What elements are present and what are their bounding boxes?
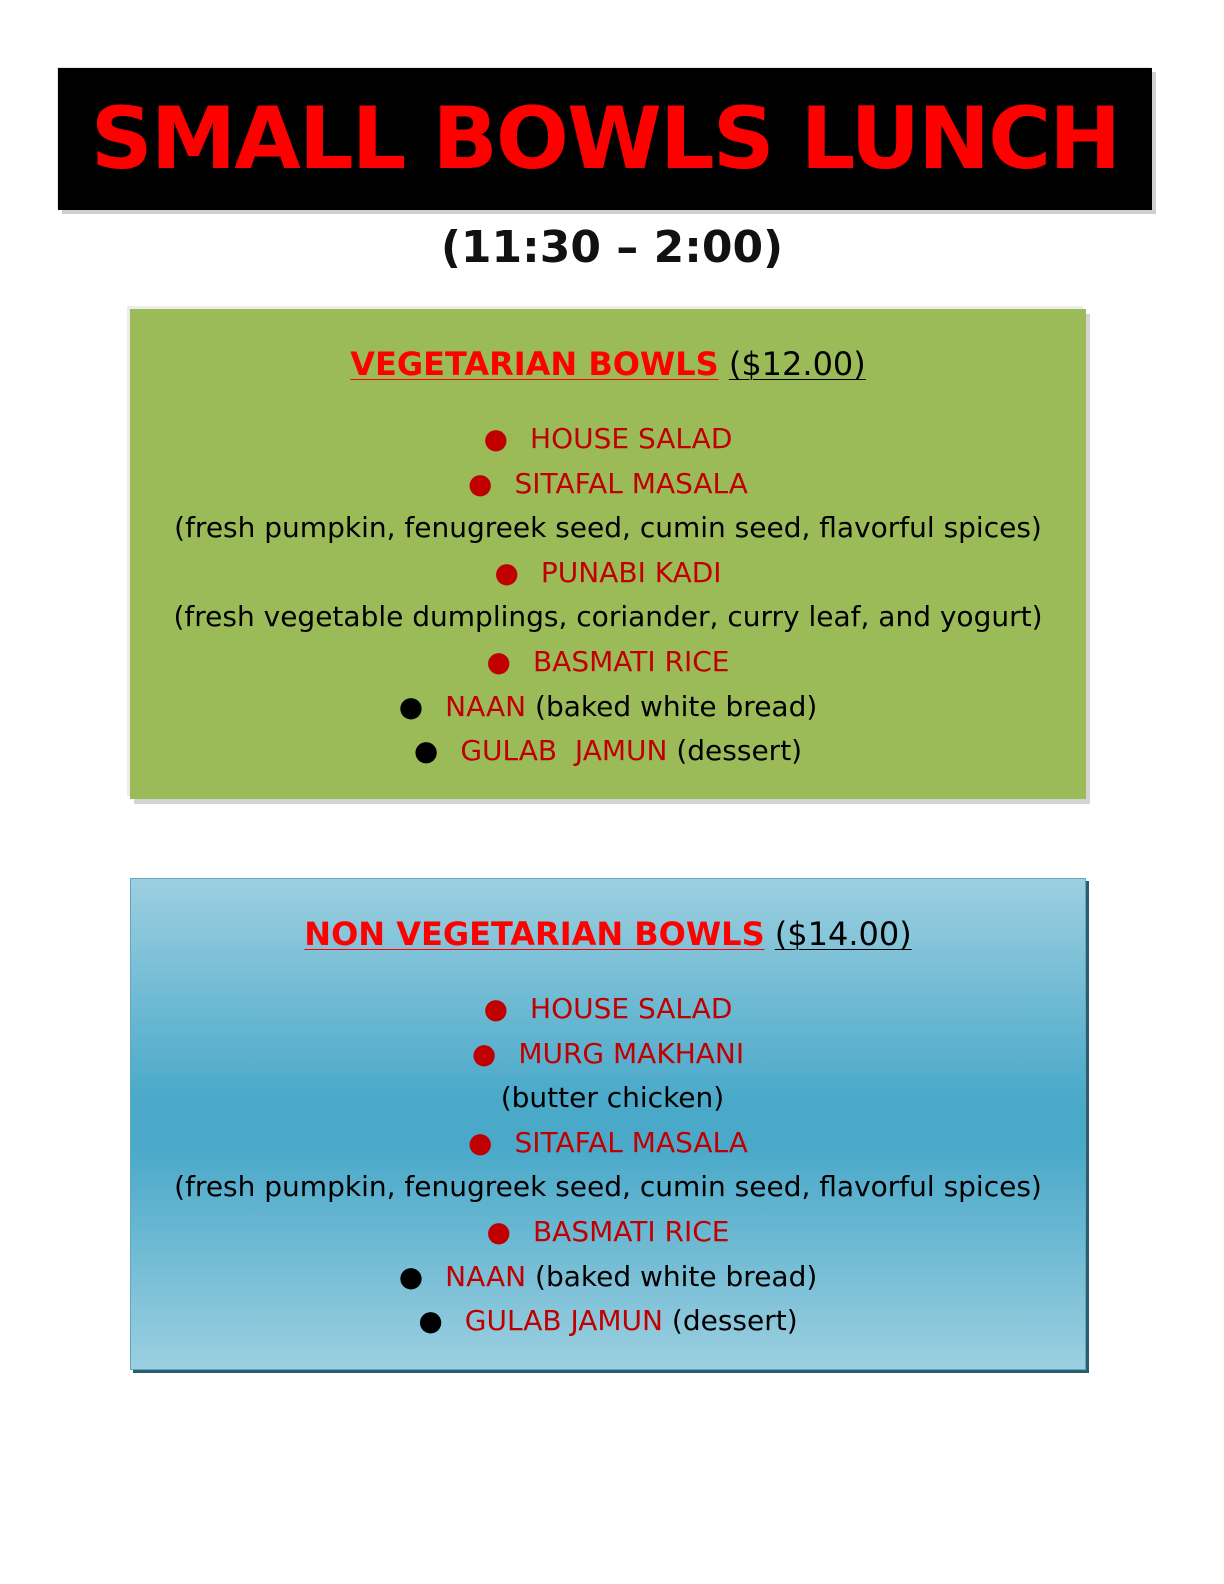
item-description: (fresh pumpkin, fenugreek seed, cumin seed, flavorful spices) xyxy=(174,1170,1042,1204)
bullet-icon: ● xyxy=(398,689,424,723)
item-name: SITAFAL MASALA xyxy=(514,1125,748,1159)
item-name: BASMATI RICE xyxy=(532,644,730,678)
list-item xyxy=(130,417,1086,462)
list-item xyxy=(131,1121,1085,1166)
list-item xyxy=(130,462,1086,507)
item-name: NAAN xyxy=(445,1259,527,1293)
bullet-icon: ● xyxy=(468,1125,493,1159)
lunch-hours: (11:30 – 2:00) xyxy=(440,222,784,273)
item-name: PUNABI KADI xyxy=(540,555,722,589)
item-description: (fresh pumpkin, fenugreek seed, cumin seed, flavorful spices) xyxy=(174,511,1042,545)
vegetarian-heading-name: VEGETARIAN BOWLS xyxy=(350,345,719,383)
list-item xyxy=(131,987,1085,1032)
bullet-icon: ● xyxy=(483,422,509,455)
item-note: (dessert) xyxy=(676,734,803,768)
vegetarian-item-list xyxy=(130,417,1086,774)
item-note: (baked white bread) xyxy=(535,689,818,723)
list-item xyxy=(131,1032,1085,1077)
item-name: SITAFAL MASALA xyxy=(514,466,748,500)
list-item xyxy=(131,1299,1085,1344)
non-vegetarian-price: ($14.00) xyxy=(774,915,912,953)
menu-title: SMALL BOWLS LUNCH xyxy=(90,89,1120,189)
item-note: (dessert) xyxy=(671,1304,798,1338)
item-name: GULAB JAMUN xyxy=(460,734,668,768)
item-name: HOUSE SALAD xyxy=(530,422,733,455)
non-vegetarian-item-list xyxy=(131,987,1085,1344)
bullet-icon: ● xyxy=(471,1036,497,1070)
item-description: (fresh vegetable dumplings, coriander, curry leaf, and yogurt) xyxy=(173,600,1043,634)
vegetarian-heading xyxy=(130,309,1086,387)
bullet-icon: ● xyxy=(483,992,509,1025)
item-note: (baked white bread) xyxy=(535,1259,818,1293)
item-name: HOUSE SALAD xyxy=(530,992,733,1025)
bullet-icon: ● xyxy=(413,734,439,768)
bullet-icon: ● xyxy=(486,644,511,678)
bullet-icon: ● xyxy=(494,555,519,589)
list-item xyxy=(130,729,1086,774)
item-name: BASMATI RICE xyxy=(532,1214,730,1248)
list-item xyxy=(131,1210,1085,1255)
list-item xyxy=(131,1255,1085,1300)
list-item xyxy=(130,551,1086,596)
non-vegetarian-heading-name: NON VEGETARIAN BOWLS xyxy=(304,915,765,953)
non-vegetarian-heading xyxy=(131,879,1085,957)
vegetarian-price: ($12.00) xyxy=(728,345,866,383)
item-description: (butter chicken) xyxy=(491,1081,725,1115)
bullet-icon: ● xyxy=(398,1259,424,1293)
item-name: NAAN xyxy=(445,689,527,723)
list-item xyxy=(130,685,1086,730)
bullet-icon: ● xyxy=(468,466,493,500)
title-banner xyxy=(58,68,1152,210)
list-item xyxy=(130,640,1086,685)
item-name: MURG MAKHANI xyxy=(518,1036,745,1070)
bullet-icon: ● xyxy=(486,1214,511,1248)
bullet-icon: ● xyxy=(418,1304,443,1338)
non-vegetarian-bowls-box xyxy=(130,878,1086,1370)
item-name: GULAB JAMUN xyxy=(464,1304,663,1338)
vegetarian-bowls-box xyxy=(130,309,1086,799)
